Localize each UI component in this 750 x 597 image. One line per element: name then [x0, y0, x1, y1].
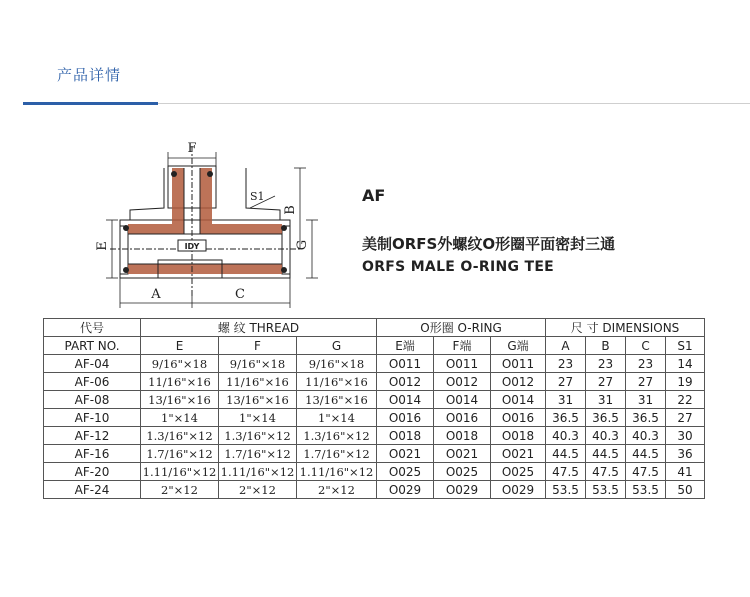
- table-cell: 36.5: [546, 409, 586, 427]
- table-cell: 47.5: [626, 463, 666, 481]
- table-cell: 1"×14: [297, 409, 377, 427]
- tee-fitting-drawing: [90, 138, 320, 313]
- table-cell: 1.7/16"×12: [297, 445, 377, 463]
- table-cell: O012: [491, 373, 546, 391]
- table-cell: 36: [666, 445, 705, 463]
- subheader-cell: G端: [491, 337, 546, 355]
- table-row: [44, 445, 705, 463]
- table-cell: AF-06: [44, 373, 141, 391]
- table-cell: 11/16"×16: [297, 373, 377, 391]
- table-cell: 11/16"×16: [141, 373, 219, 391]
- table-cell: AF-20: [44, 463, 141, 481]
- table-row: [44, 355, 705, 373]
- table-cell: 31: [586, 391, 626, 409]
- table-row: [44, 481, 705, 499]
- table-cell: 23: [546, 355, 586, 373]
- table-cell: 13/16"×16: [297, 391, 377, 409]
- table-row: [44, 391, 705, 409]
- subheader-cell: F: [219, 337, 297, 355]
- table-cell: O029: [377, 481, 434, 499]
- table-cell: 1"×14: [219, 409, 297, 427]
- table-cell: 50: [666, 481, 705, 499]
- table-cell: 1.11/16"×12: [141, 463, 219, 481]
- table-cell: O014: [377, 391, 434, 409]
- table-cell: 40.3: [586, 427, 626, 445]
- table-row: [44, 427, 705, 445]
- table-cell: 13/16"×16: [219, 391, 297, 409]
- subheader-cell: A: [546, 337, 586, 355]
- table-cell: O014: [491, 391, 546, 409]
- subheader-cell: E: [141, 337, 219, 355]
- product-name-en: ORFS MALE O-RING TEE: [362, 259, 555, 275]
- active-tab-underline: [23, 102, 158, 105]
- table-cell: 2"×12: [219, 481, 297, 499]
- table-cell: O029: [491, 481, 546, 499]
- table-row: [44, 463, 705, 481]
- table-cell: AF-16: [44, 445, 141, 463]
- table-row: [44, 409, 705, 427]
- table-cell: O025: [491, 463, 546, 481]
- table-cell: 27: [586, 373, 626, 391]
- table-cell: 19: [666, 373, 705, 391]
- table-cell: 44.5: [586, 445, 626, 463]
- table-cell: O018: [377, 427, 434, 445]
- table-cell: 9/16"×18: [141, 355, 219, 373]
- subheader-cell: G: [297, 337, 377, 355]
- dim-label-s1: S1: [250, 190, 265, 203]
- table-cell: O021: [491, 445, 546, 463]
- table-cell: AF-08: [44, 391, 141, 409]
- table-cell: AF-12: [44, 427, 141, 445]
- table-cell: AF-10: [44, 409, 141, 427]
- table-cell: 1.7/16"×12: [219, 445, 297, 463]
- table-subheader-row: [44, 337, 705, 355]
- subheader-cell: F端: [434, 337, 491, 355]
- table-cell: 31: [546, 391, 586, 409]
- table-cell: 1.11/16"×12: [297, 463, 377, 481]
- subheader-cell: C: [626, 337, 666, 355]
- table-cell: 1"×14: [141, 409, 219, 427]
- table-cell: 36.5: [626, 409, 666, 427]
- table-cell: O021: [377, 445, 434, 463]
- table-cell: 1.11/16"×12: [219, 463, 297, 481]
- table-cell: 23: [626, 355, 666, 373]
- table-cell: 2"×12: [141, 481, 219, 499]
- table-cell: 13/16"×16: [141, 391, 219, 409]
- table-cell: 11/16"×16: [219, 373, 297, 391]
- table-cell: 1.3/16"×12: [297, 427, 377, 445]
- table-cell: 27: [546, 373, 586, 391]
- table-cell: 1.3/16"×12: [141, 427, 219, 445]
- table-cell: 22: [666, 391, 705, 409]
- table-cell: O012: [434, 373, 491, 391]
- table-cell: 53.5: [626, 481, 666, 499]
- table-cell: O016: [377, 409, 434, 427]
- table-cell: O029: [434, 481, 491, 499]
- table-cell: O014: [434, 391, 491, 409]
- table-cell: 47.5: [546, 463, 586, 481]
- table-cell: O012: [377, 373, 434, 391]
- subheader-cell: PART NO.: [44, 337, 141, 355]
- table-row: [44, 373, 705, 391]
- table-cell: 14: [666, 355, 705, 373]
- table-cell: 27: [666, 409, 705, 427]
- table-cell: 2"×12: [297, 481, 377, 499]
- section-tab-title[interactable]: 产品详情: [57, 66, 122, 84]
- table-header-row: [44, 319, 705, 337]
- table-cell: O018: [434, 427, 491, 445]
- header-part-cn: 代号: [44, 319, 141, 337]
- table-cell: O011: [491, 355, 546, 373]
- table-cell: O016: [434, 409, 491, 427]
- spec-table: [43, 318, 705, 499]
- table-cell: 27: [626, 373, 666, 391]
- header-dimensions: 尺 寸 DIMENSIONS: [546, 319, 705, 337]
- table-cell: 31: [626, 391, 666, 409]
- product-code: AF: [362, 186, 386, 205]
- subheader-cell: B: [586, 337, 626, 355]
- dim-label-g: G: [295, 239, 310, 251]
- dim-label-c: C: [235, 287, 245, 302]
- table-cell: O021: [434, 445, 491, 463]
- table-cell: O016: [491, 409, 546, 427]
- table-cell: 40.3: [626, 427, 666, 445]
- table-cell: 40.3: [546, 427, 586, 445]
- dim-label-f: F: [187, 141, 197, 156]
- table-cell: 53.5: [586, 481, 626, 499]
- table-cell: 30: [666, 427, 705, 445]
- dim-label-e: E: [95, 241, 110, 251]
- table-cell: 44.5: [626, 445, 666, 463]
- table-cell: O011: [377, 355, 434, 373]
- header-oring: O形圈 O-RING: [377, 319, 546, 337]
- subheader-cell: E端: [377, 337, 434, 355]
- subheader-cell: S1: [666, 337, 705, 355]
- dim-label-a: A: [151, 287, 161, 302]
- table-cell: 1.7/16"×12: [141, 445, 219, 463]
- table-cell: 36.5: [586, 409, 626, 427]
- table-cell: O025: [377, 463, 434, 481]
- table-cell: 23: [586, 355, 626, 373]
- table-cell: 1.3/16"×12: [219, 427, 297, 445]
- dim-label-b: B: [283, 205, 298, 215]
- table-cell: 47.5: [586, 463, 626, 481]
- header-thread: 螺 纹 THREAD: [141, 319, 377, 337]
- product-name-cn: 美制ORFS外螺纹O形圈平面密封三通: [362, 235, 616, 253]
- table-cell: 41: [666, 463, 705, 481]
- table-cell: 53.5: [546, 481, 586, 499]
- table-cell: O025: [434, 463, 491, 481]
- table-cell: AF-24: [44, 481, 141, 499]
- table-cell: O011: [434, 355, 491, 373]
- table-cell: 44.5: [546, 445, 586, 463]
- table-cell: O018: [491, 427, 546, 445]
- table-cell: 9/16"×18: [219, 355, 297, 373]
- table-cell: AF-04: [44, 355, 141, 373]
- table-cell: 9/16"×18: [297, 355, 377, 373]
- logo-text: IDY: [184, 242, 200, 251]
